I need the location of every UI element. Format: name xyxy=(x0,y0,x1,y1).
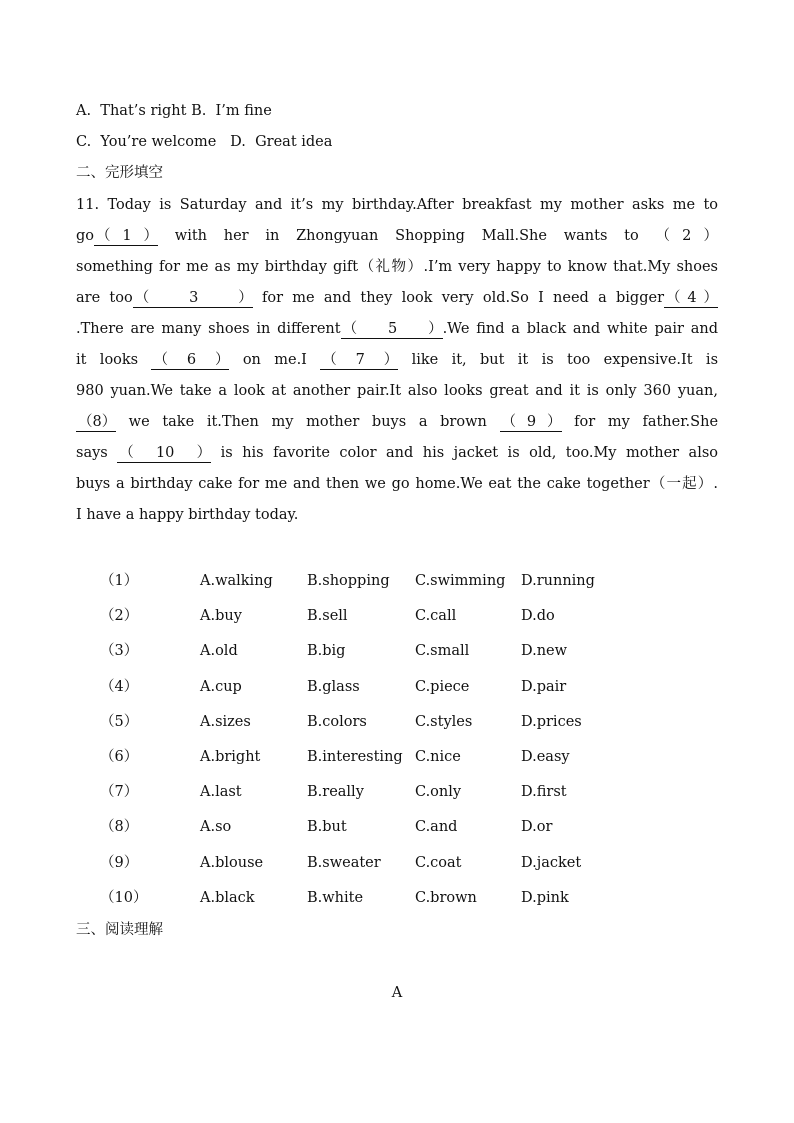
option-b: B.but xyxy=(307,819,347,835)
option-a: A.cup xyxy=(200,679,242,695)
option-number: （7） xyxy=(100,784,139,800)
option-c: C.call xyxy=(415,608,457,624)
option-b: B.glass xyxy=(307,679,360,695)
option-number: （3） xyxy=(100,643,139,659)
option-d: D.running xyxy=(521,573,595,589)
cloze-line-3: something for me as my birthday gift（礼物）.I’m very happy to know that.My shoes xyxy=(76,259,718,275)
option-number: （1） xyxy=(100,573,139,589)
option-b: B.big xyxy=(307,643,346,659)
option-c: C.small xyxy=(415,643,470,659)
option-b: B.colors xyxy=(307,714,367,730)
option-a: A.so xyxy=(200,819,232,835)
cloze-passage xyxy=(76,190,718,531)
option-b: B.sweater xyxy=(307,855,381,871)
option-b: B.interesting xyxy=(307,749,403,765)
cloze-line-2: go （1） with her in Zhongyuan Shopping Mall.She wants to （2） xyxy=(76,228,718,244)
option-c: C.and xyxy=(415,819,458,835)
cloze-line-10: buys a birthday cake for me and then we go home.We eat the cake together（一起）. xyxy=(76,476,718,492)
cloze-line-11: I have a happy birthday today. xyxy=(76,507,299,523)
option-c: C.coat xyxy=(415,855,462,871)
option-c: C.styles xyxy=(415,714,473,730)
blank-10: （10） xyxy=(119,445,212,461)
cloze-line-7: 980 yuan.We take a look at another pair.It also looks great and it is only 360 yuan, xyxy=(76,383,718,399)
prev-options-row-2: C. You’re welcome D. Great idea xyxy=(76,134,333,150)
option-c: C.only xyxy=(415,784,462,800)
cloze-line-4: are too （3） for me and they look very old.So I need a bigger （4） xyxy=(76,290,718,306)
option-a: A.sizes xyxy=(200,714,251,730)
blank-6: （6） xyxy=(153,352,230,368)
option-b: B.shopping xyxy=(307,573,390,589)
option-a: A.buy xyxy=(200,608,242,624)
cloze-line-9: says （10） is his favorite color and his jacket is old, too.My mother also xyxy=(76,445,719,461)
blank-8: （8） xyxy=(78,414,117,430)
blank-1: （1） xyxy=(96,228,159,244)
option-number: （6） xyxy=(100,749,139,765)
option-a: A.black xyxy=(200,890,255,906)
option-d: D.pink xyxy=(521,890,569,906)
cloze-line-5: .There are many shoes in different （5）.We find a black and white pair and xyxy=(76,321,719,337)
section-title-cloze: 二、完形填空 xyxy=(76,165,163,181)
cloze-line-1: 11. Today is Saturday and it’s my birthday.After breakfast my mother asks me to xyxy=(76,197,719,213)
option-b: B.sell xyxy=(307,608,348,624)
blank-7: （7） xyxy=(322,352,399,368)
option-d: D.easy xyxy=(521,749,570,765)
option-d: D.new xyxy=(521,643,568,659)
blank-3: （3） xyxy=(134,290,253,306)
option-b: B.really xyxy=(307,784,364,800)
blank-9: （9） xyxy=(501,414,562,430)
option-c: C.swimming xyxy=(415,573,506,589)
option-number: （2） xyxy=(100,608,139,624)
option-c: C.brown xyxy=(415,890,477,906)
question-number: 11. xyxy=(76,197,100,213)
option-d: D.do xyxy=(521,608,555,624)
option-d: D.first xyxy=(521,784,567,800)
option-c: C.piece xyxy=(415,679,470,695)
option-d: D.jacket xyxy=(521,855,582,871)
option-a: A.last xyxy=(200,784,242,800)
option-number: （4） xyxy=(100,679,139,695)
option-c: C.nice xyxy=(415,749,461,765)
option-number: （8） xyxy=(100,819,139,835)
blank-4: （4） xyxy=(666,290,718,306)
option-a: A.bright xyxy=(200,749,261,765)
section-title-reading: 三、阅读理解 xyxy=(76,922,163,938)
option-number: （10） xyxy=(100,890,148,906)
option-number: （9） xyxy=(100,855,139,871)
option-a: A.blouse xyxy=(200,855,264,871)
option-d: D.or xyxy=(521,819,553,835)
passage-label: A xyxy=(391,985,403,1001)
cloze-line-8: （8） we take it.Then my mother buys a brown （9） for my father.She xyxy=(78,414,719,430)
blank-5: （5） xyxy=(342,321,443,337)
option-d: D.pair xyxy=(521,679,567,695)
option-a: A.walking xyxy=(200,573,273,589)
cloze-line-6: it looks （6） on me.I （7） like it, but it is too expensive.It is xyxy=(76,352,719,368)
option-b: B.white xyxy=(307,890,364,906)
option-a: A.old xyxy=(200,643,238,659)
option-d: D.prices xyxy=(521,714,582,730)
option-number: （5） xyxy=(100,714,139,730)
prev-options-row-1: A. That’s right B. I’m fine xyxy=(76,103,272,119)
